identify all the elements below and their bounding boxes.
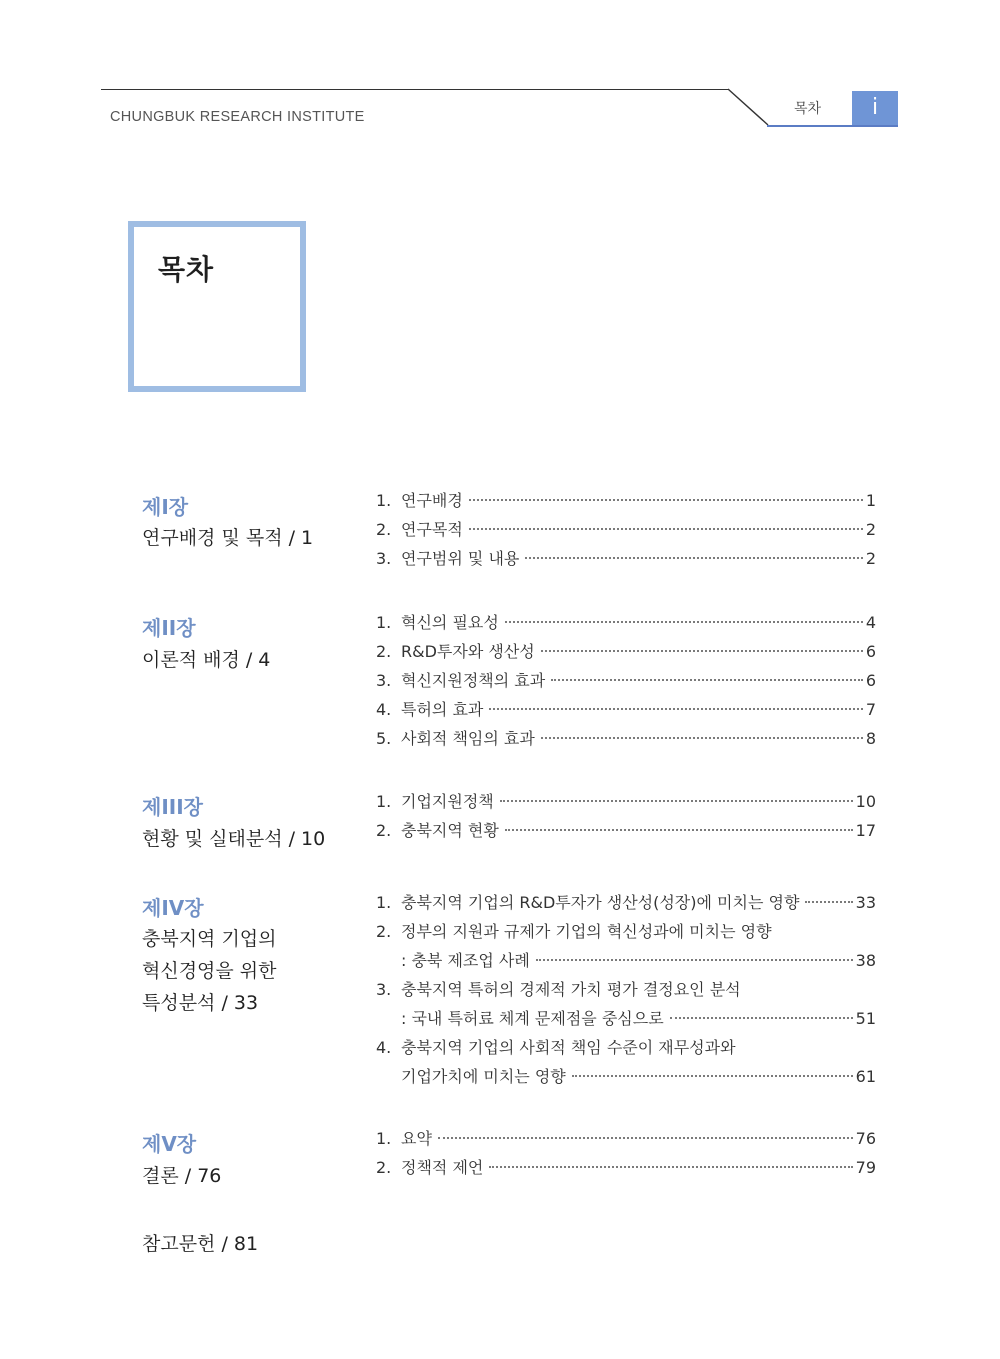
toc-item-text: 혁신의 필요성 (401, 613, 499, 632)
toc-item-number: 3. (376, 549, 392, 568)
toc-item[interactable] (376, 1126, 876, 1155)
toc-item-page: 6 (865, 642, 876, 661)
header-rule-diagonal (726, 88, 772, 128)
toc-item-text: 혁신지원정책의 효과 (401, 671, 546, 690)
toc-item-text: 연구배경 (401, 491, 463, 510)
toc-item-text: 특허의 효과 (401, 700, 484, 719)
chapter-1-title: 연구배경 및 목적 / 1 (142, 527, 314, 549)
toc-item-text: 정부의 지원과 규제가 기업의 혁신성과에 미치는 영향 (401, 922, 772, 941)
chapter-4-title-line-2: 혁신경영을 위한 (142, 960, 277, 982)
toc-item-number: 2. (376, 922, 392, 941)
toc-item-text: 연구범위 및 내용 (401, 549, 520, 568)
dot-leader (525, 557, 862, 559)
toc-item[interactable] (376, 789, 876, 818)
chapter-3-label: 제III장 (142, 795, 203, 819)
chapter-4-title-line-1: 충북지역 기업의 (142, 928, 277, 950)
toc-item-page: 51 (855, 1009, 876, 1028)
references-link[interactable]: 참고문헌 / 81 (142, 1233, 259, 1255)
dot-leader (505, 621, 863, 623)
dot-leader (541, 650, 863, 652)
toc-item-number: 1. (376, 893, 392, 912)
page-title: 목차 (158, 253, 215, 286)
chapter-2-label: 제II장 (142, 616, 196, 640)
toc-item[interactable] (376, 639, 876, 668)
chapter-2-title: 이론적 배경 / 4 (142, 649, 271, 671)
toc-item-page: 61 (855, 1067, 876, 1086)
toc-item-page: 17 (855, 821, 876, 840)
toc-item-text: R&D투자와 생산성 (401, 642, 535, 661)
toc-item-page: 76 (855, 1129, 876, 1148)
toc-item[interactable] (376, 517, 876, 546)
toc-item-number: 2. (376, 642, 392, 661)
toc-item[interactable] (376, 890, 876, 919)
toc-item-number: 3. (376, 980, 392, 999)
toc-item[interactable] (376, 977, 876, 1006)
toc-item[interactable] (376, 818, 876, 847)
dot-leader (500, 800, 853, 802)
dot-leader (572, 1075, 853, 1077)
toc-item-number: 4. (376, 700, 392, 719)
toc-item-continuation[interactable] (376, 948, 876, 977)
toc-item-text: 기업가치에 미치는 영향 (401, 1067, 566, 1086)
dot-leader (469, 499, 863, 501)
toc-item-continuation[interactable] (376, 1064, 876, 1093)
toc-item-text: 충북지역 현황 (401, 821, 499, 840)
toc-item-text: 충북지역 기업의 R&D투자가 생산성(성장)에 미치는 영향 (401, 893, 800, 912)
chapter-4-label: 제IV장 (142, 896, 204, 920)
dot-leader (670, 1017, 853, 1019)
chapter-3-title: 현황 및 실태분석 / 10 (142, 828, 326, 850)
toc-item[interactable] (376, 726, 876, 755)
chapter-1-label: 제I장 (142, 495, 189, 519)
toc-item-number: 3. (376, 671, 392, 690)
toc-item-text: 요약 (401, 1129, 432, 1148)
dot-leader (438, 1137, 853, 1139)
toc-item[interactable] (376, 610, 876, 639)
toc-item-page: 38 (855, 951, 876, 970)
dot-leader (489, 708, 862, 710)
toc-item-text: 충북지역 기업의 사회적 책임 수준이 재무성과와 (401, 1038, 736, 1057)
toc-item-page: 79 (855, 1158, 876, 1177)
toc-item-number: 1. (376, 1129, 392, 1148)
toc-item-page: 4 (865, 613, 876, 632)
toc-item-page: 33 (855, 893, 876, 912)
toc-item[interactable] (376, 488, 876, 517)
institute-name: CHUNGBUK RESEARCH INSTITUTE (110, 109, 365, 125)
page-number-badge: i (852, 91, 898, 125)
toc-item-page: 2 (865, 520, 876, 539)
chapter-5-label: 제V장 (142, 1132, 197, 1156)
header-rule (101, 89, 729, 90)
dot-leader (805, 901, 852, 903)
toc-item[interactable] (376, 1155, 876, 1184)
dot-leader (551, 679, 863, 681)
toc-item-text: 정책적 제언 (401, 1158, 484, 1177)
toc-item-text: 연구목적 (401, 520, 463, 539)
toc-item-text: : 국내 특허료 체계 문제점을 중심으로 (401, 1009, 664, 1028)
toc-item-page: 1 (865, 491, 876, 510)
chapter-5-title: 결론 / 76 (142, 1165, 222, 1187)
dot-leader (541, 737, 863, 739)
toc-item[interactable] (376, 1035, 876, 1064)
toc-item[interactable] (376, 919, 876, 948)
toc-item[interactable] (376, 546, 876, 575)
toc-item-number: 1. (376, 613, 392, 632)
toc-item-number: 1. (376, 792, 392, 811)
toc-item-continuation[interactable] (376, 1006, 876, 1035)
toc-item[interactable] (376, 668, 876, 697)
chapter-4-title-line-3: 특성분석 / 33 (142, 992, 259, 1014)
title-frame (128, 221, 306, 392)
toc-item-text: 충북지역 특허의 경제적 가치 평가 결정요인 분석 (401, 980, 741, 999)
toc-item-number: 4. (376, 1038, 392, 1057)
dot-leader (469, 528, 863, 530)
toc-item-page: 8 (865, 729, 876, 748)
toc-item-number: 2. (376, 1158, 392, 1177)
toc-item-number: 2. (376, 520, 392, 539)
toc-item-text: 기업지원정책 (401, 792, 494, 811)
toc-item-page: 7 (865, 700, 876, 719)
toc-item[interactable] (376, 697, 876, 726)
dot-leader (489, 1166, 852, 1168)
dot-leader (536, 959, 853, 961)
toc-item-number: 2. (376, 821, 392, 840)
toc-item-page: 2 (865, 549, 876, 568)
toc-item-number: 5. (376, 729, 392, 748)
toc-item-page: 6 (865, 671, 876, 690)
header-accent-rule (767, 125, 898, 127)
toc-item-text: : 충북 제조업 사례 (401, 951, 530, 970)
toc-item-page: 10 (855, 792, 876, 811)
dot-leader (505, 829, 853, 831)
header-section-name: 목차 (794, 101, 822, 117)
toc-item-number: 1. (376, 491, 392, 510)
toc-item-text: 사회적 책임의 효과 (401, 729, 535, 748)
